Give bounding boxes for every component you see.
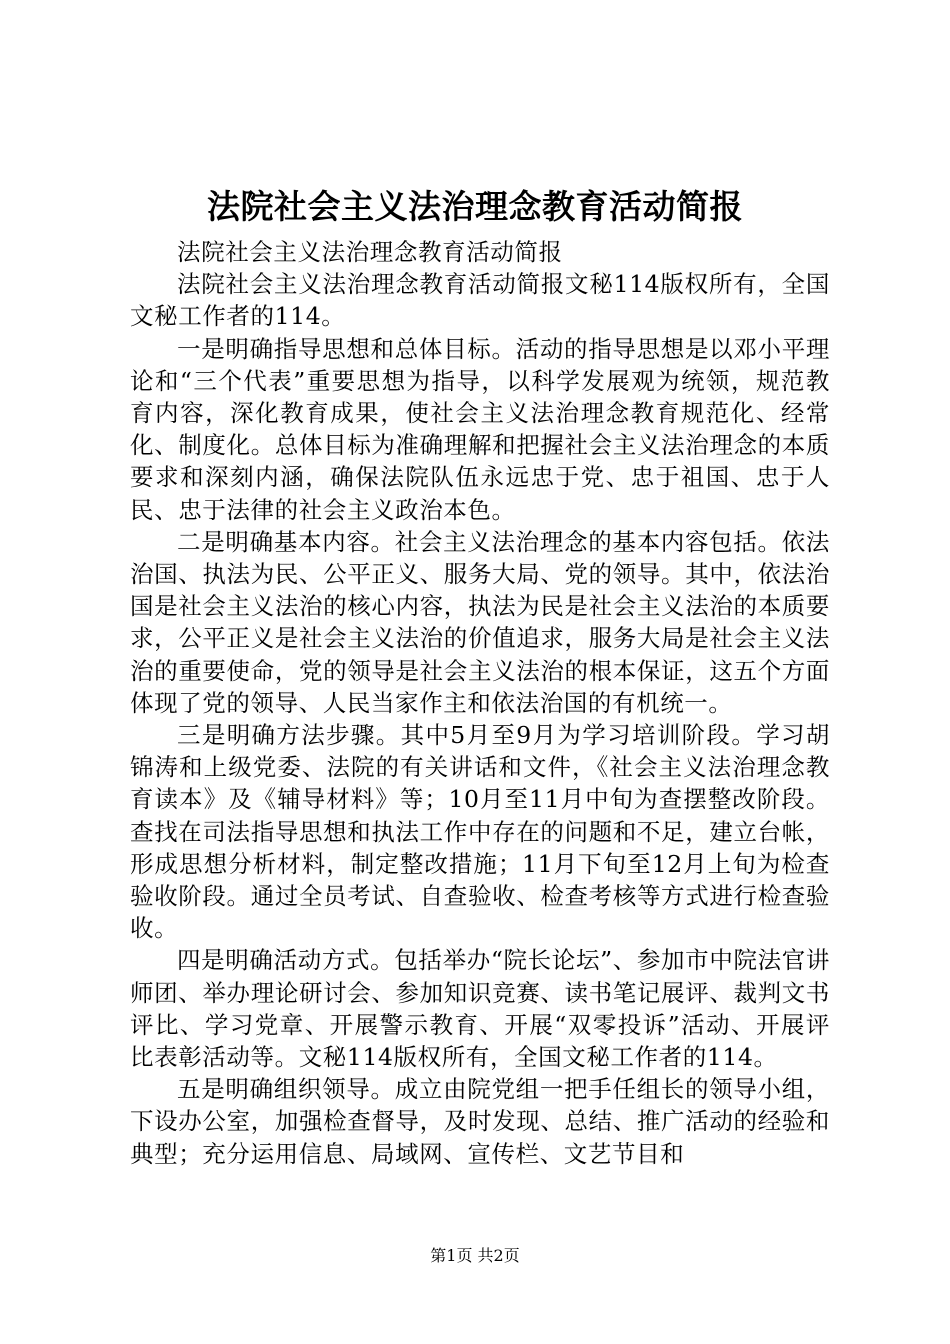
paragraph-intro: 法院社会主义法治理念教育活动简报文秘114版权所有，全国文秘工作者的114。 <box>130 270 830 331</box>
paragraph-methods-steps: 三是明确方法步骤。其中5月至9月为学习培训阶段。学习胡锦涛和上级党委、法院的有关讲话和文件，《社会主义法治理念教育读本》及《辅导材料》等；10月至11月中旬为查摆整改阶段。查找在司法指导思想和执法工作中存在的问题和不足，建立台帐，形成思想分析材料，制定整改措施；11月下旬至12月上旬为检查验收阶段。通过全员考试、自查验收、检查考核等方式进行检查验收。 <box>130 721 830 943</box>
document-title: 法院社会主义法治理念教育活动简报 <box>207 187 743 226</box>
paragraph-subtitle: 法院社会主义法治理念教育活动简报 <box>177 238 563 266</box>
page-number-footer: 第1页 共2页 <box>430 1246 520 1265</box>
paragraph-guiding-thought: 一是明确指导思想和总体目标。活动的指导思想是以邓小平理论和“三个代表”重要思想为指导，以科学发展观为统领，规范教育内容，深化教育成果，使社会主义法治理念教育规范化、经常化、制度化。总体目标为准确理解和把握社会主义法治理念的本质要求和深刻内涵，确保法院队伍永远忠于党、忠于祖国、忠于人民、忠于法律的社会主义政治本色。 <box>130 334 830 524</box>
paragraph-organization: 五是明确组织领导。成立由院党组一把手任组长的领导小组，下设办公室，加强检查督导，及时发现、总结、推广活动的经验和典型；充分运用信息、局域网、宣传栏、文艺节目和 <box>130 1075 830 1168</box>
paragraph-basic-content: 二是明确基本内容。社会主义法治理念的基本内容包括。依法治国、执法为民、公平正义、服务大局、党的领导。其中，依法治国是社会主义法治的核心内容，执法为民是社会主义法治的本质要求，公平正义是社会主义法治的价值追求，服务大局是社会主义法治的重要使命，党的领导是社会主义法治的根本保证，这五个方面体现了党的领导、人民当家作主和依法治国的有机统一。 <box>130 527 830 717</box>
document-body <box>130 236 830 1170</box>
paragraph-activity-forms: 四是明确活动方式。包括举办“院长论坛”、参加市中院法官讲师团、举办理论研讨会、参加知识竞赛、读书笔记展评、裁判文书评比、学习党章、开展警示教育、开展“双零投诉”活动、开展评比表彰活动等。文秘114版权所有，全国文秘工作者的114。 <box>130 946 830 1072</box>
